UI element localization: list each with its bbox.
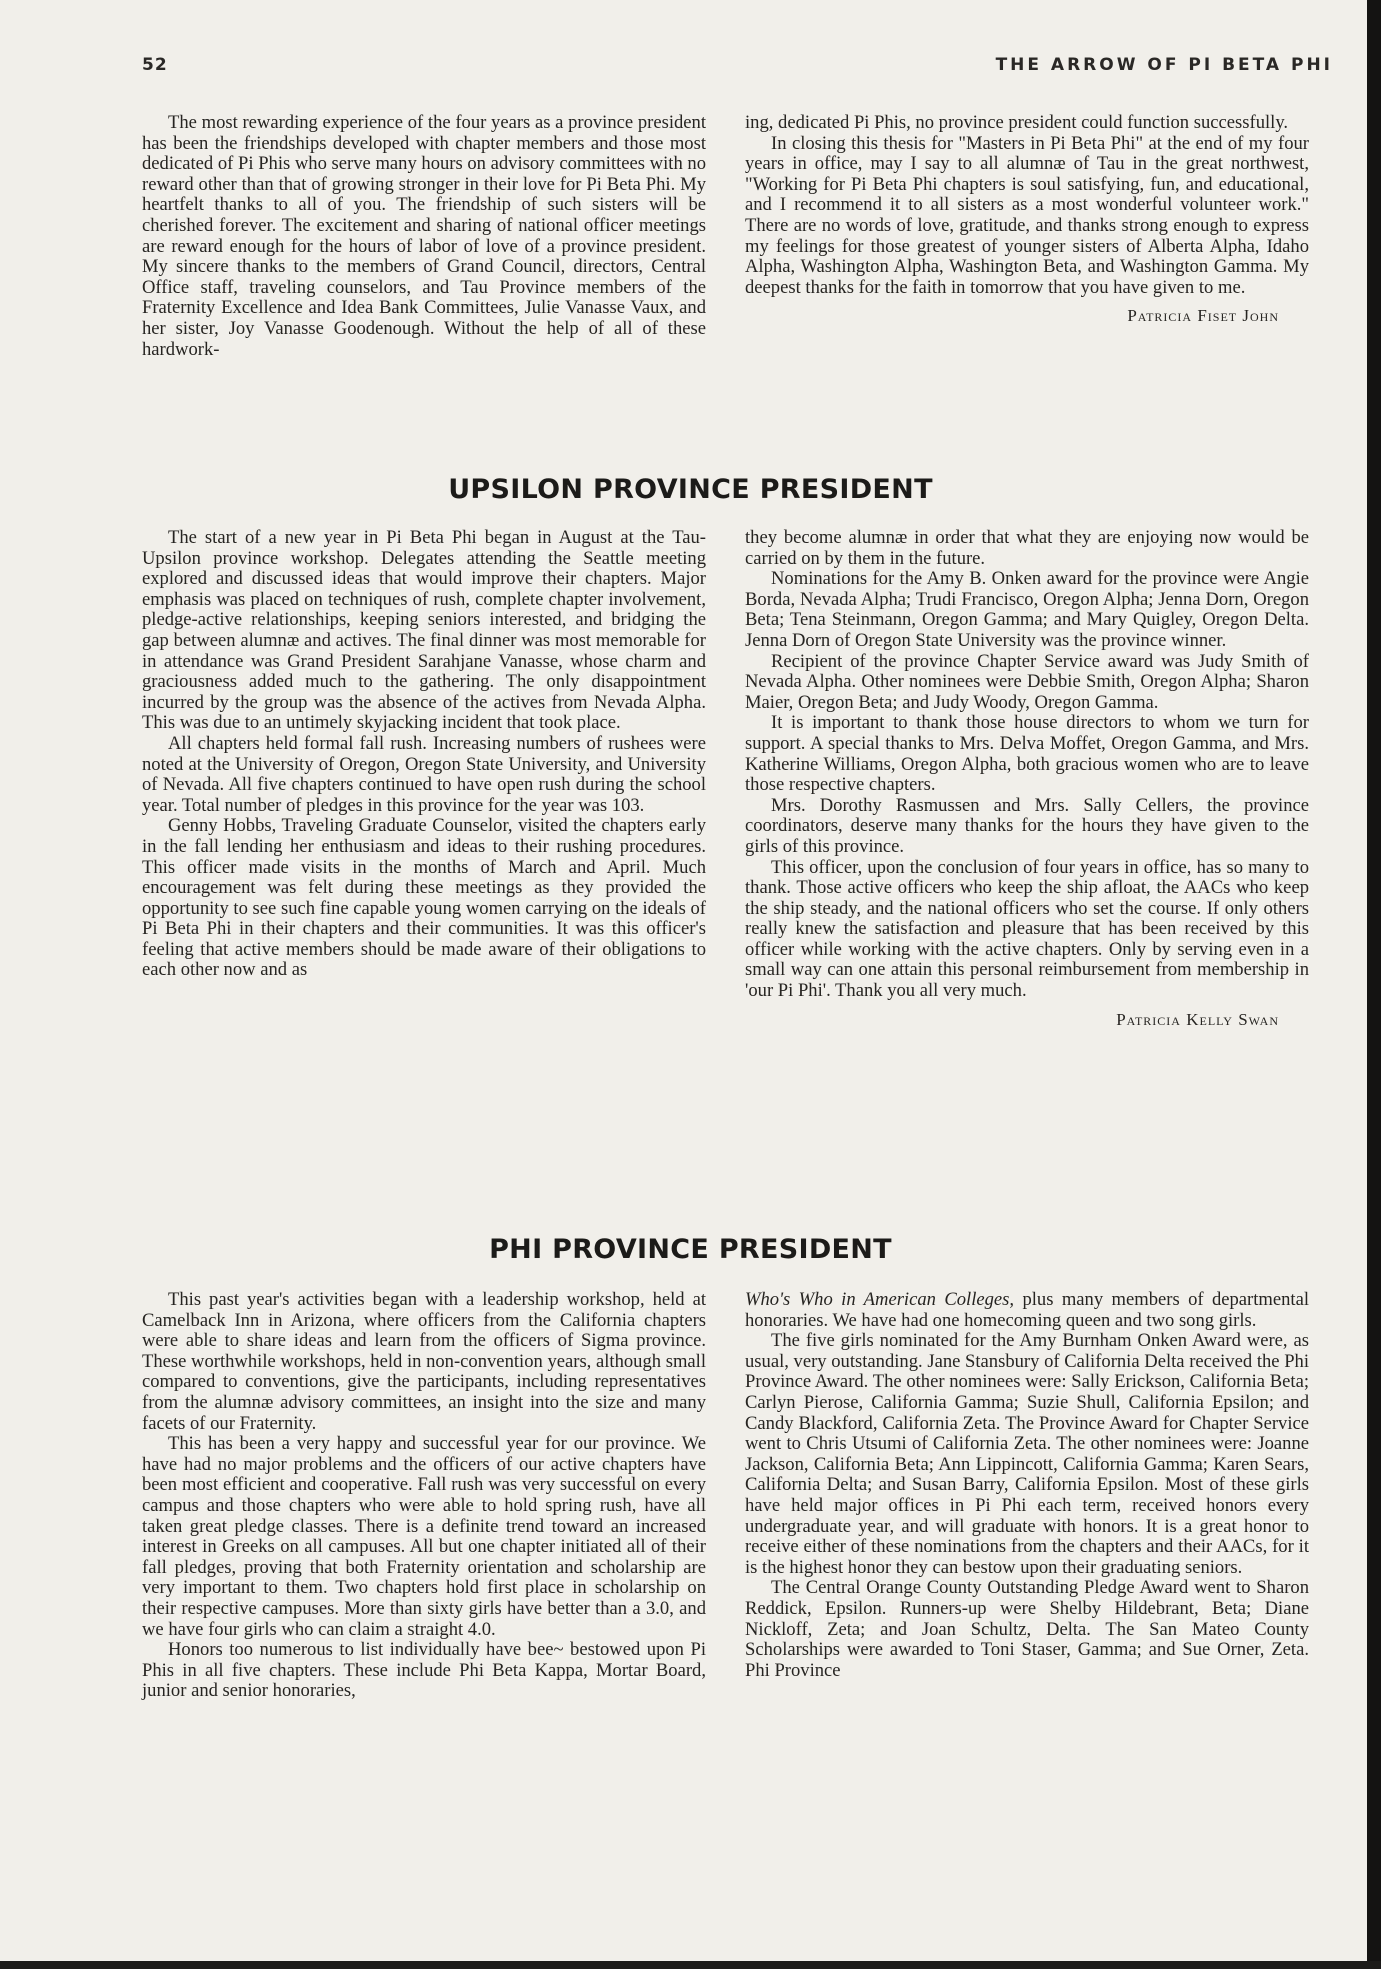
paragraph: This past year's activities began with a leadership workshop, held at Camelback Inn in Arizona, where officers from the California chapters were able to share ideas and learn from the officers of Sigma province. These worthwhile workshops, held in non-convention years, although small compared to conventions, give the participants, including representatives from the alumnæ advisory committees, an insight into the size and many facets of our Fraternity. [142,1289,706,1434]
paragraph: All chapters held formal fall rush. Increasing numbers of rushees were noted at the University of Oregon, Oregon State University, and University of Nevada. All five chapters continued to have open rush during the school year. Total number of pledges in this province for the year was 103. [142,732,706,816]
phi-left-column [142,1290,706,1702]
paragraph: Honors too numerous to list individually have bee~ bestowed upon Pi Phis in all five chapters. These include Phi Beta Kappa, Mortar Board, junior and senior honoraries, [142,1639,706,1702]
paragraph: Genny Hobbs, Traveling Graduate Counselor, visited the chapters early in the fall lending her enthusiasm and ideas to their rushing procedures. This officer made visits in the months of March and April. Much encouragement was felt during these meetings as they provided the opportunity to see such fine capable young women carrying on the ideals of Pi Beta Phi in their chapters and their communities. It was this officer's feeling that active members should be made aware of their obligations to each other now and as [142,815,706,981]
paragraph: Nominations for the Amy B. Onken award for the province were Angie Borda, Nevada Alpha; Trudi Francisco, Oregon Alpha; Jenna Dorn, Oregon Beta; Tena Steinmann, Oregon Gamma; and Mary Quigley, Oregon Delta. Jenna Dorn of Oregon State University was the province winner. [745,568,1309,651]
upsilon-right-column [745,528,1309,1030]
paragraph: they become alumnæ in order that what they are enjoying now would be carried on by them in the future. [745,527,1309,569]
italic-title: Who's Who in American Colleges, [745,1289,1015,1310]
scan-edge-bottom [0,1961,1381,1969]
signature: Patricia Fiset John [1127,306,1279,326]
section-title: PHI PROVINCE PRESIDENT [489,1234,892,1265]
paragraph: This has been a very happy and successful year for our province. We have had no major problems and the officers of our active chapters have been most efficient and cooperative. Fall rush was very successful on every campus and those chapters who were able to hold spring rush, have all taken great pledge classes. There is a definite trend toward an increased interest in Greeks on all campuses. All but one chapter initiated all of their fall pledges, proving that both Fraternity orientation and scholarship are very important to them. Two chapters hold first place in scholarship on their respective campuses. More than sixty girls have better than a 3.0, and we have four girls who can claim a straight 4.0. [142,1433,706,1640]
paragraph: The Central Orange County Outstanding Pledge Award went to Sharon Reddick, Epsilon. Runners-up were Shelby Hildebrant, Beta; Diane Nickloff, Zeta; and Joan Schultz, Delta. The San Mateo County Scholarships were awarded to Toni Staser, Gamma; and Sue Orner, Zeta. Phi Province [745,1577,1309,1681]
upsilon-left-column [142,528,706,981]
paragraph: The most rewarding experience of the four years as a province president has been the friendships developed with chapter members and those most dedicated of Pi Phis who serve many hours on advisory committees with no reward other than that of growing stronger in their love for Pi Beta Phi. My heartfelt thanks to all of you. The friendship of such sisters will be cherished forever. The excitement and sharing of national officer meetings are reward enough for the hours of labor of love of a province president. My sincere thanks to the members of Grand Council, directors, Central Office staff, traveling counselors, and Tau Province members of the Fraternity Excellence and Idea Bank Committees, Julie Vanasse Vaux, and her sister, Joy Vanasse Goodenough. Without the help of all of these hardwork- [142,112,706,360]
running-title: THE ARROW OF PI BETA PHI [995,55,1333,75]
section-title: UPSILON PROVINCE PRESIDENT [448,474,933,505]
paragraph: In closing this thesis for "Masters in Pi Beta Phi" at the end of my four years in office, may I say to all alumnæ of Tau in the great northwest, "Working for Pi Beta Phi chapters is soul satisfying, fun, and educational, and I recommend it to all sisters as a most wonderful volunteer work." There are no words of love, gratitude, and thanks strong enough to express my feelings for those greatest of younger sisters of Alberta Alpha, Idaho Alpha, Washington Alpha, Washington Beta, and Washington Gamma. My deepest thanks for the faith in tomorrow that you have given to me. [745,132,1309,298]
signature: Patricia Kelly Swan [1116,1009,1279,1029]
paragraph: This officer, upon the conclusion of four years in office, has so many to thank. Those active officers who keep the ship afloat, the AACs who keep the ship steady, and the national officers who set the course. If only others really knew the satisfaction and pleasure that has been received by this officer while working with the active chapters. Only by serving even in a small way can one attain this personal reimbursement from membership in 'our Pi Phi'. Thank you all very much. [745,856,1309,1002]
phi-right-column [745,1290,1309,1681]
top-left-column [142,113,706,360]
paragraph: It is important to thank those house directors to whom we turn for support. A special thanks to Mrs. Delva Moffet, Oregon Gamma, and Mrs. Katherine Williams, Oregon Alpha, both gracious women who are to leave those respective chapters. [745,712,1309,796]
paragraph-text: plus many members of departmental honoraries. We have had one homecoming queen and two song girls. [745,1289,1309,1331]
paragraph [745,1290,1309,1331]
page-number: 52 [142,55,168,75]
paragraph: ing, dedicated Pi Phis, no province president could function successfully. [745,112,1289,133]
paragraph: Recipient of the province Chapter Service award was Judy Smith of Nevada Alpha. Other nominees were Debbie Smith, Oregon Alpha; Sharon Maier, Oregon Beta; and Judy Woody, Oregon Gamma. [745,650,1309,713]
top-right-column [745,113,1309,327]
paragraph: Mrs. Dorothy Rasmussen and Mrs. Sally Cellers, the province coordinators, deserve many thanks for the hours they have given to the girls of this province. [745,794,1309,857]
paragraph: The start of a new year in Pi Beta Phi began in August at the Tau-Upsilon province workshop. Delegates attending the Seattle meeting explored and discussed ideas that would improve their chapters. Major emphasis was placed on techniques of rush, complete chapter involvement, pledge-active relationships, keeping seniors interested, and bridging the gap between alumnæ and actives. The final dinner was most memorable for in attendance was Grand President Sarahjane Vanasse, whose charm and graciousness added much to the gathering. The only disappointment incurred by the group was the absence of the actives from Nevada Alpha. This was due to an untimely skyjacking incident that took place. [142,527,706,734]
scan-edge-right [1367,0,1381,1969]
paragraph: The five girls nominated for the Amy Burnham Onken Award were, as usual, very outstanding. Jane Stansbury of California Delta received the Phi Province Award. The other nominees were: Sally Erickson, California Beta; Carlyn Pierose, California Gamma; Suzie Shull, California Epsilon; and Candy Blackford, California Zeta. The Province Award for Chapter Service went to Chris Utsumi of California Zeta. The other nominees were: Joanne Jackson, California Beta; Ann Lippincott, California Gamma; Karen Sears, California Delta; and Susan Barry, California Epsilon. Most of these girls have held major offices in Pi Phi each term, received honors every undergraduate year, and will graduate with honors. It is a great honor to receive either of these nominations from the chapters and their AACs, for it is the highest honor they can bestow upon their graduating seniors. [745,1330,1309,1578]
